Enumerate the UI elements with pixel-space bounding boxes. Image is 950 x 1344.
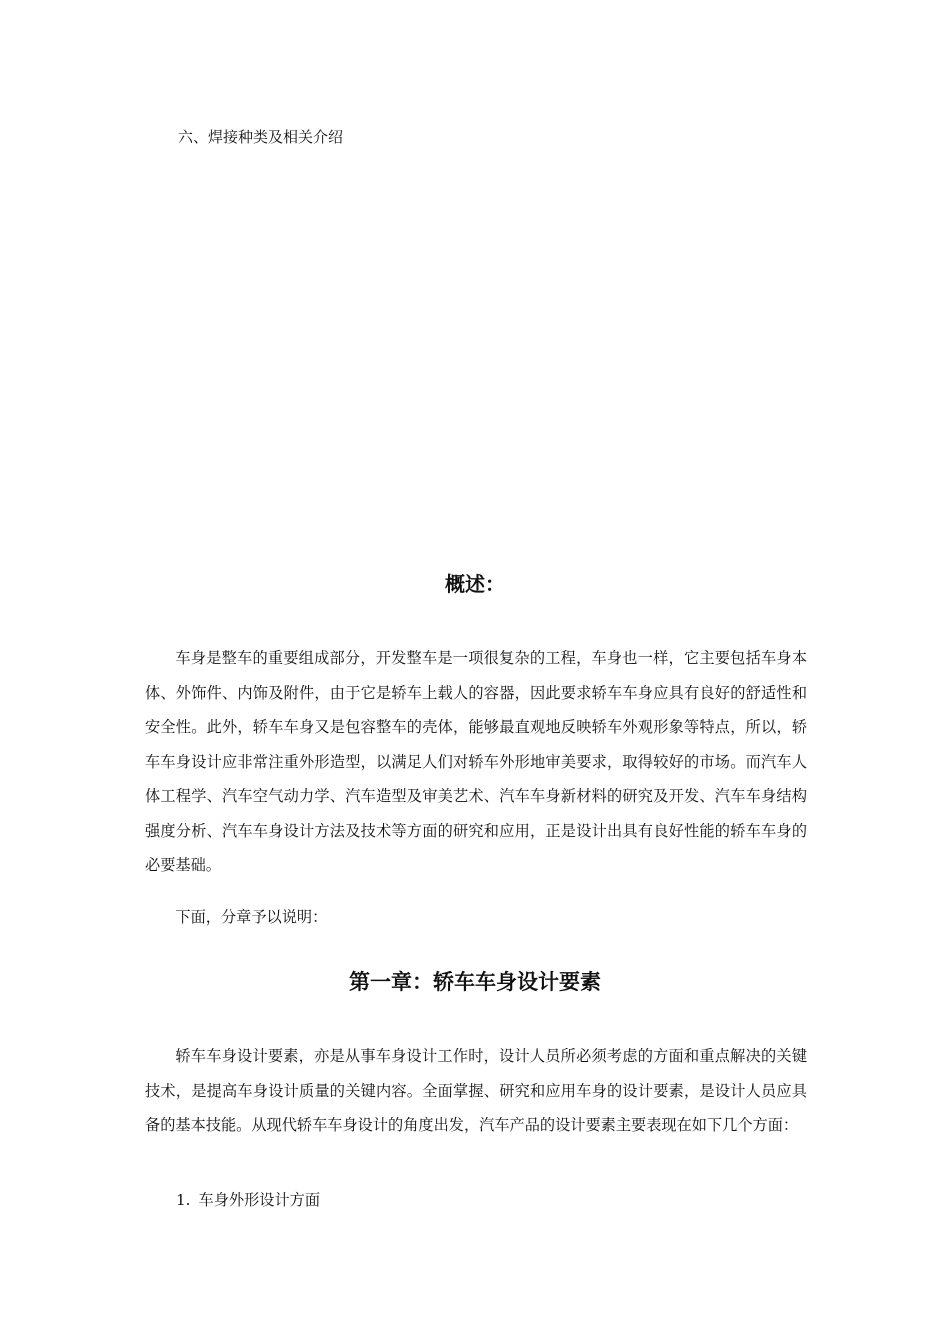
list-item-text: 车身外形设计方面 [198, 1191, 320, 1209]
chapter-1-heading: 第一章：轿车车身设计要素 [349, 969, 601, 994]
list-item-number: 1. [176, 1191, 191, 1209]
overview-paragraph: 车身是整车的重要组成部分，开发整车是一项很复杂的工程，车身也一样，它主要包括车身本体、外饰件、内饰及附件，由于它是轿车上载人的容器，因此要求轿车车身应具有良好的舒适性和安全性。此外，轿车车身又是包容整车的壳体，能够最直观地反映轿车外观形象等特点，所以，轿车车身设计应非常注重外形造型，以满足人们对轿车外形地审美要求，取得较好的市场。而汽车人体工程学、汽车空气动力学、汽车造型及审美艺术、汽车车身新材料的研究及开发、汽车车身结构强度分析、汽车车身设计方法及技术等方面的研究和应用，正是设计出具有良好性能的轿车车身的必要基础。 [145, 649, 807, 874]
list-item [176, 1185, 320, 1215]
chapter-1-paragraph: 轿车车身设计要素，亦是从事车身设计工作时，设计人员所必须考虑的方面和重点解决的关键技术，是提高车身设计质量的关键内容。全面掌握、研究和应用车身的设计要素，是设计人员应具备的基本技能。从现代轿车车身设计的角度出发，汽车产品的设计要素主要表现在如下几个方面： [145, 1047, 807, 1134]
toc-item-6: 六、焊接种类及相关介绍 [178, 128, 344, 146]
overview-heading: 概述： [445, 572, 505, 596]
overview-next-line: 下面，分章予以说明： [175, 908, 328, 926]
